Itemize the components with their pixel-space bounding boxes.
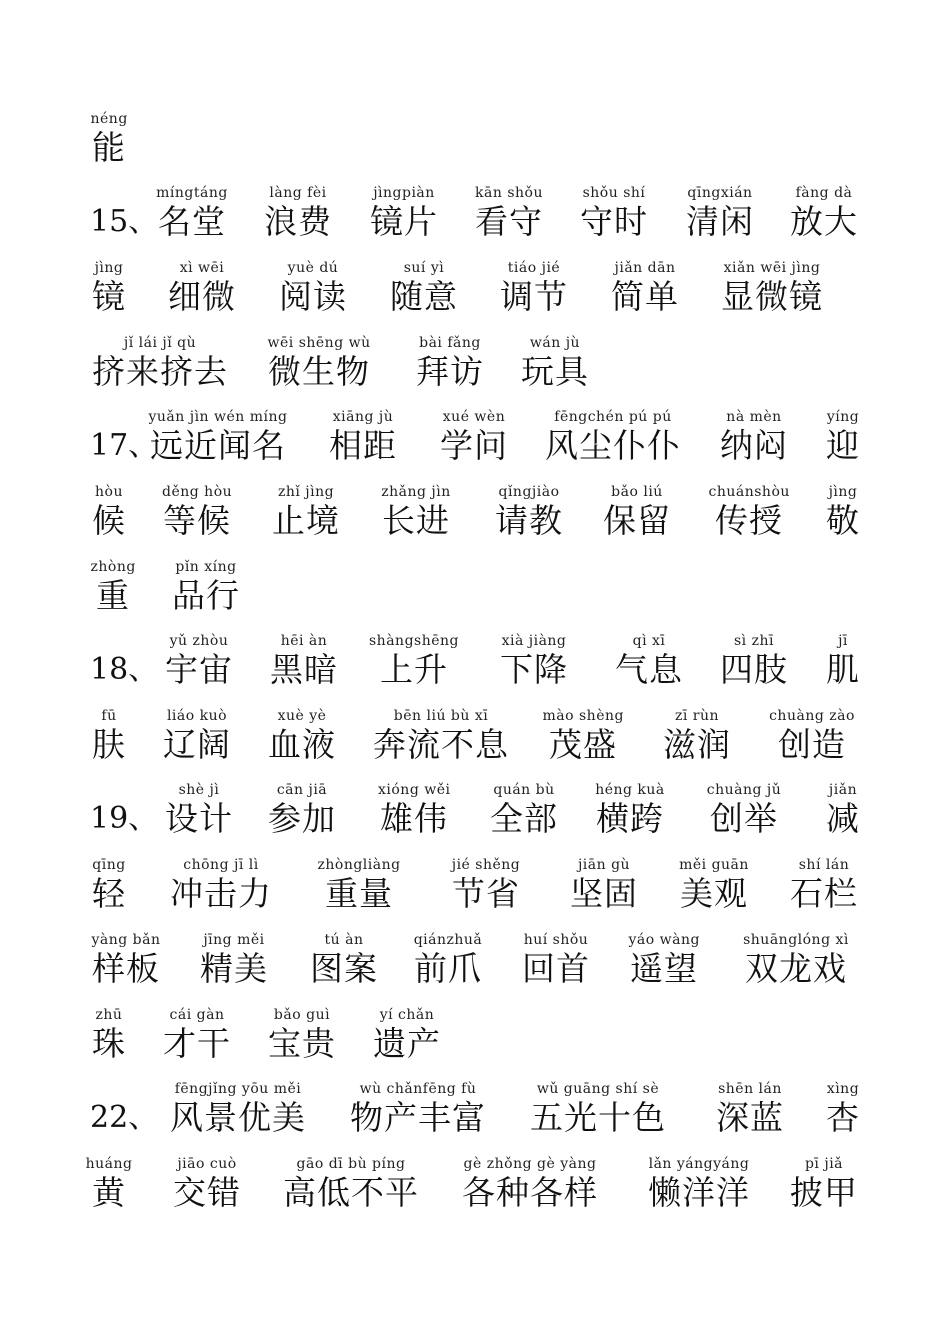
vocab-word xyxy=(826,483,860,543)
vocab-word xyxy=(826,781,860,841)
hanzi-text: 图案 xyxy=(310,949,378,988)
hanzi-text: 坚固 xyxy=(570,874,638,913)
vocab-word xyxy=(92,856,126,916)
vocab-word xyxy=(158,184,226,244)
hanzi-text: 名堂 xyxy=(158,202,226,241)
vocab-word xyxy=(92,259,126,319)
pinyin-text: zī rùn xyxy=(674,708,720,724)
vocab-line xyxy=(0,184,950,244)
pinyin-text: jīng měi xyxy=(203,932,265,948)
pinyin-text: cái gàn xyxy=(169,1007,225,1023)
hanzi-text: 细微 xyxy=(168,277,236,316)
vocab-word xyxy=(720,632,788,692)
pinyin-text: gè zhǒng gè yàng xyxy=(463,1156,597,1172)
hanzi-text: 简单 xyxy=(611,277,679,316)
pinyin-text: fū xyxy=(101,708,117,724)
pinyin-text: suí yì xyxy=(403,260,445,276)
hanzi-text: 浪费 xyxy=(264,202,332,241)
lesson-number: 17、 xyxy=(90,428,159,463)
vocab-word xyxy=(826,408,860,468)
pinyin-text: cān jiā xyxy=(276,782,328,798)
vocab-word xyxy=(200,931,268,991)
pinyin-text: shè jì xyxy=(178,782,220,798)
vocab-word xyxy=(826,632,860,692)
pinyin-text: qì xī xyxy=(632,633,666,649)
vocab-word xyxy=(708,483,790,543)
vocab-line xyxy=(0,408,950,468)
pinyin-text: qīngxián xyxy=(687,185,753,201)
hanzi-text: 迎 xyxy=(826,426,860,465)
vocab-word xyxy=(165,632,233,692)
pinyin-text: xì wēi xyxy=(179,260,225,276)
vocab-word xyxy=(369,632,459,692)
pinyin-text: wán jù xyxy=(529,335,581,351)
pinyin-text: qīng xyxy=(92,857,126,873)
pinyin-text: lǎn yángyáng xyxy=(648,1156,750,1172)
vocab-word xyxy=(172,558,240,618)
hanzi-text: 传授 xyxy=(715,501,783,540)
vocab-word xyxy=(92,334,228,394)
vocab-word xyxy=(173,1155,241,1215)
vocab-word xyxy=(329,408,397,468)
vocab-word xyxy=(163,707,231,767)
pinyin-text: zhǎng jìn xyxy=(381,484,451,500)
vocab-word xyxy=(706,781,782,841)
pinyin-text: liáo kuò xyxy=(166,708,228,724)
hanzi-text: 肌 xyxy=(826,650,860,689)
vocab-word xyxy=(170,856,272,916)
hanzi-text: 全部 xyxy=(490,799,558,838)
vocab-word xyxy=(373,707,509,767)
hanzi-text: 美观 xyxy=(680,874,748,913)
vocab-word xyxy=(350,1080,486,1140)
pinyin-text: shàngshēng xyxy=(369,633,459,649)
hanzi-text: 镜片 xyxy=(370,202,438,241)
hanzi-text: 挤来挤去 xyxy=(92,352,228,391)
hanzi-text: 血液 xyxy=(268,725,336,764)
vocab-word xyxy=(500,259,568,319)
hanzi-text: 创造 xyxy=(778,725,846,764)
hanzi-text: 上升 xyxy=(380,650,448,689)
pinyin-text: hēi àn xyxy=(280,633,328,649)
pinyin-text: pī jiǎ xyxy=(804,1156,844,1172)
vocab-line xyxy=(0,1155,950,1215)
vocab-word xyxy=(721,259,823,319)
vocab-word xyxy=(716,1080,784,1140)
vocab-line xyxy=(0,110,950,170)
pinyin-text: fēngchén pú pú xyxy=(554,409,672,425)
hanzi-text: 深蓝 xyxy=(716,1098,784,1137)
pinyin-text: xué wèn xyxy=(442,409,506,425)
hanzi-text: 敬 xyxy=(826,501,860,540)
vocab-word xyxy=(452,856,520,916)
pinyin-text: qǐngjiào xyxy=(498,484,560,500)
pinyin-text: sì zhī xyxy=(734,633,774,649)
hanzi-text: 雄伟 xyxy=(380,799,448,838)
pinyin-text: chuàng jǔ xyxy=(706,782,782,798)
pinyin-text: bǎo guì xyxy=(273,1007,331,1023)
vocab-line xyxy=(0,334,950,394)
vocab-word xyxy=(268,1006,336,1066)
hanzi-text: 清闲 xyxy=(686,202,754,241)
hanzi-text: 高低不平 xyxy=(283,1173,419,1212)
pinyin-text: hòu xyxy=(95,484,123,500)
pinyin-text: xuè yè xyxy=(277,708,327,724)
pinyin-text: làng fèi xyxy=(269,185,327,201)
hanzi-text: 五光十色 xyxy=(530,1098,666,1137)
hanzi-text: 宇宙 xyxy=(165,650,233,689)
hanzi-text: 调节 xyxy=(500,277,568,316)
vocab-word xyxy=(283,1155,419,1215)
hanzi-text: 才干 xyxy=(163,1024,231,1063)
vocab-word xyxy=(545,408,681,468)
pinyin-text: xióng wěi xyxy=(378,782,451,798)
pinyin-text: wēi shēng wù xyxy=(267,335,371,351)
hanzi-text: 宝贵 xyxy=(268,1024,336,1063)
vocab-word xyxy=(390,259,458,319)
vocab-word xyxy=(168,259,236,319)
vocab-word xyxy=(373,1006,441,1066)
pinyin-text: fēngjǐng yōu měi xyxy=(174,1081,302,1097)
vocab-word xyxy=(85,1155,133,1215)
vocab-line xyxy=(0,1006,950,1066)
hanzi-text: 滋润 xyxy=(663,725,731,764)
hanzi-text: 玩具 xyxy=(521,352,589,391)
pinyin-text: jǐ lái jǐ qù xyxy=(123,335,197,351)
vocab-word xyxy=(720,408,788,468)
pinyin-text: wǔ guāng shí sè xyxy=(536,1081,660,1097)
pinyin-text: xià jiàng xyxy=(501,633,567,649)
pinyin-text: xìng xyxy=(826,1081,860,1097)
hanzi-text: 肤 xyxy=(92,725,126,764)
hanzi-text: 精美 xyxy=(200,949,268,988)
vocab-word xyxy=(92,483,126,543)
vocab-word xyxy=(317,856,401,916)
pinyin-text: fàng dà xyxy=(795,185,853,201)
pinyin-text: mào shèng xyxy=(542,708,624,724)
vocab-word xyxy=(603,483,671,543)
vocab-word xyxy=(268,334,370,394)
vocab-word xyxy=(272,483,340,543)
hanzi-text: 随意 xyxy=(390,277,458,316)
hanzi-text: 双龙戏 xyxy=(745,949,847,988)
pinyin-text: jìngpiàn xyxy=(373,185,435,201)
vocab-word xyxy=(440,408,508,468)
hanzi-text: 参加 xyxy=(268,799,336,838)
vocab-word xyxy=(522,931,590,991)
vocab-word xyxy=(615,632,683,692)
vocab-word xyxy=(163,483,231,543)
vocab-word xyxy=(611,259,679,319)
vocab-line xyxy=(0,1080,950,1140)
vocab-word xyxy=(414,931,482,991)
pinyin-text: yáo wàng xyxy=(628,932,700,948)
hanzi-text: 设计 xyxy=(165,799,233,838)
pinyin-text: jiǎn xyxy=(828,782,858,798)
hanzi-text: 横跨 xyxy=(596,799,664,838)
pinyin-text: quán bù xyxy=(493,782,555,798)
hanzi-text: 保留 xyxy=(603,501,671,540)
hanzi-text: 披甲 xyxy=(790,1173,858,1212)
pinyin-text: gāo dī bù píng xyxy=(296,1156,406,1172)
vocab-word xyxy=(769,707,855,767)
vocab-word xyxy=(500,632,568,692)
hanzi-text: 纳闷 xyxy=(720,426,788,465)
hanzi-text: 风景优美 xyxy=(170,1098,306,1137)
hanzi-text: 止境 xyxy=(272,501,340,540)
vocab-word xyxy=(596,781,664,841)
pinyin-text: xiāng jù xyxy=(332,409,394,425)
vocab-word xyxy=(165,781,233,841)
vocab-word xyxy=(370,184,438,244)
pinyin-text: chuàng zào xyxy=(769,708,855,724)
vocab-word xyxy=(663,707,731,767)
vocab-line xyxy=(0,856,950,916)
pinyin-text: měi guān xyxy=(679,857,749,873)
hanzi-text: 遗产 xyxy=(373,1024,441,1063)
pinyin-text: jié shěng xyxy=(451,857,521,873)
vocab-word xyxy=(790,1155,858,1215)
hanzi-text: 相距 xyxy=(329,426,397,465)
vocab-line xyxy=(0,483,950,543)
pinyin-text: zhòngliàng xyxy=(317,857,401,873)
hanzi-text: 轻 xyxy=(92,874,126,913)
lesson-number: 18、 xyxy=(90,652,159,687)
hanzi-text: 前爪 xyxy=(414,949,482,988)
vocab-word xyxy=(462,1155,598,1215)
hanzi-text: 看守 xyxy=(475,202,543,241)
lesson-number: 22、 xyxy=(90,1100,159,1135)
vocab-word xyxy=(92,110,126,170)
vocab-word xyxy=(542,707,624,767)
pinyin-text: shǒu shí xyxy=(582,185,646,201)
pinyin-text: shēn lán xyxy=(718,1081,782,1097)
hanzi-text: 守时 xyxy=(580,202,648,241)
vocab-word xyxy=(150,408,286,468)
hanzi-text: 镜 xyxy=(92,277,126,316)
hanzi-text: 显微镜 xyxy=(721,277,823,316)
vocab-line xyxy=(0,781,950,841)
hanzi-text: 气息 xyxy=(615,650,683,689)
hanzi-text: 学问 xyxy=(440,426,508,465)
hanzi-text: 节省 xyxy=(452,874,520,913)
pinyin-text: jiǎn dān xyxy=(614,260,676,276)
hanzi-text: 放大 xyxy=(790,202,858,241)
pinyin-text: huí shǒu xyxy=(523,932,589,948)
hanzi-text: 杏 xyxy=(826,1098,860,1137)
vocab-word xyxy=(790,184,858,244)
vocab-word xyxy=(630,931,698,991)
pinyin-text: zhǐ jìng xyxy=(277,484,335,500)
vocab-line xyxy=(0,259,950,319)
pinyin-text: pǐn xíng xyxy=(175,559,237,575)
hanzi-text: 长进 xyxy=(382,501,450,540)
hanzi-text: 奔流不息 xyxy=(373,725,509,764)
hanzi-text: 黄 xyxy=(92,1173,126,1212)
pinyin-text: yuè dú xyxy=(287,260,339,276)
hanzi-text: 四肢 xyxy=(720,650,788,689)
pinyin-text: chōng jī lì xyxy=(183,857,259,873)
hanzi-text: 品行 xyxy=(172,576,240,615)
pinyin-text: yàng bǎn xyxy=(91,932,161,948)
pinyin-text: wù chǎnfēng fù xyxy=(359,1081,477,1097)
hanzi-text: 冲击力 xyxy=(170,874,272,913)
hanzi-text: 重量 xyxy=(325,874,393,913)
hanzi-text: 创举 xyxy=(710,799,778,838)
hanzi-text: 微生物 xyxy=(268,352,370,391)
vocab-word xyxy=(416,334,484,394)
vocab-word xyxy=(790,856,858,916)
pinyin-text: huáng xyxy=(85,1156,133,1172)
pinyin-text: néng xyxy=(90,111,128,127)
hanzi-text: 候 xyxy=(92,501,126,540)
vocab-word xyxy=(580,184,648,244)
hanzi-text: 样板 xyxy=(92,949,160,988)
pinyin-text: shí lán xyxy=(798,857,850,873)
hanzi-text: 等候 xyxy=(163,501,231,540)
hanzi-text: 各种各样 xyxy=(462,1173,598,1212)
pinyin-text: shuānglóng xì xyxy=(743,932,849,948)
vocab-word xyxy=(378,781,451,841)
pinyin-text: kān shǒu xyxy=(475,185,543,201)
hanzi-text: 阅读 xyxy=(279,277,347,316)
hanzi-text: 拜访 xyxy=(416,352,484,391)
lesson-number: 15、 xyxy=(90,204,159,239)
vocab-word xyxy=(268,781,336,841)
pinyin-text: yíng xyxy=(826,409,860,425)
pinyin-text: héng kuà xyxy=(595,782,665,798)
vocab-word xyxy=(570,856,638,916)
vocab-line xyxy=(0,558,950,618)
vocab-word xyxy=(310,931,378,991)
hanzi-text: 请教 xyxy=(495,501,563,540)
hanzi-text: 风尘仆仆 xyxy=(545,426,681,465)
pinyin-text: bài fǎng xyxy=(419,335,481,351)
hanzi-text: 减 xyxy=(826,799,860,838)
pinyin-text: bēn liú bù xī xyxy=(393,708,489,724)
hanzi-text: 下降 xyxy=(500,650,568,689)
pinyin-text: děng hòu xyxy=(162,484,233,500)
hanzi-text: 辽阔 xyxy=(163,725,231,764)
pinyin-text: tiáo jié xyxy=(507,260,561,276)
vocab-word xyxy=(490,781,558,841)
vocab-word xyxy=(530,1080,666,1140)
vocab-word xyxy=(170,1080,306,1140)
pinyin-text: jiān gù xyxy=(577,857,631,873)
hanzi-text: 物产丰富 xyxy=(350,1098,486,1137)
vocab-word xyxy=(92,1006,126,1066)
hanzi-text: 回首 xyxy=(522,949,590,988)
vocab-word xyxy=(495,483,563,543)
pinyin-text: jī xyxy=(838,633,848,649)
hanzi-text: 懒洋洋 xyxy=(648,1173,750,1212)
vocab-word xyxy=(475,184,543,244)
hanzi-text: 能 xyxy=(92,128,126,167)
vocab-word xyxy=(264,184,332,244)
pinyin-text: jìng xyxy=(828,484,858,500)
hanzi-text: 远近闻名 xyxy=(150,426,286,465)
pinyin-text: chuánshòu xyxy=(708,484,790,500)
pinyin-text: nà mèn xyxy=(726,409,782,425)
pinyin-text: jiāo cuò xyxy=(177,1156,237,1172)
vocab-word xyxy=(268,707,336,767)
vocab-word xyxy=(279,259,347,319)
hanzi-text: 黑暗 xyxy=(270,650,338,689)
vocab-word xyxy=(382,483,450,543)
pinyin-text: yí chǎn xyxy=(379,1007,435,1023)
vocab-word xyxy=(92,707,126,767)
vocab-word xyxy=(90,558,136,618)
pinyin-text: míngtáng xyxy=(156,185,228,201)
hanzi-text: 交错 xyxy=(173,1173,241,1212)
vocab-word xyxy=(648,1155,750,1215)
pinyin-text: yǔ zhòu xyxy=(169,633,229,649)
vocab-word xyxy=(521,334,589,394)
vocab-word xyxy=(826,1080,860,1140)
pinyin-text: qiánzhuǎ xyxy=(413,932,483,948)
vocab-word xyxy=(680,856,748,916)
vocab-word xyxy=(270,632,338,692)
pinyin-text: xiǎn wēi jìng xyxy=(723,260,821,276)
hanzi-text: 遥望 xyxy=(630,949,698,988)
vocab-word xyxy=(745,931,847,991)
pinyin-text: tú àn xyxy=(324,932,364,948)
hanzi-text: 石栏 xyxy=(790,874,858,913)
hanzi-text: 茂盛 xyxy=(549,725,617,764)
hanzi-text: 重 xyxy=(96,576,130,615)
pinyin-text: yuǎn jìn wén míng xyxy=(148,409,288,425)
vocab-line xyxy=(0,931,950,991)
lesson-number: 19、 xyxy=(90,801,159,836)
vocab-word xyxy=(92,931,160,991)
vocab-word xyxy=(686,184,754,244)
pinyin-text: bǎo liú xyxy=(611,484,663,500)
pinyin-text: zhòng xyxy=(90,559,136,575)
pinyin-text: zhū xyxy=(95,1007,123,1023)
vocab-line xyxy=(0,632,950,692)
pinyin-text: jìng xyxy=(94,260,124,276)
vocab-word xyxy=(163,1006,231,1066)
hanzi-text: 珠 xyxy=(92,1024,126,1063)
vocab-line xyxy=(0,707,950,767)
